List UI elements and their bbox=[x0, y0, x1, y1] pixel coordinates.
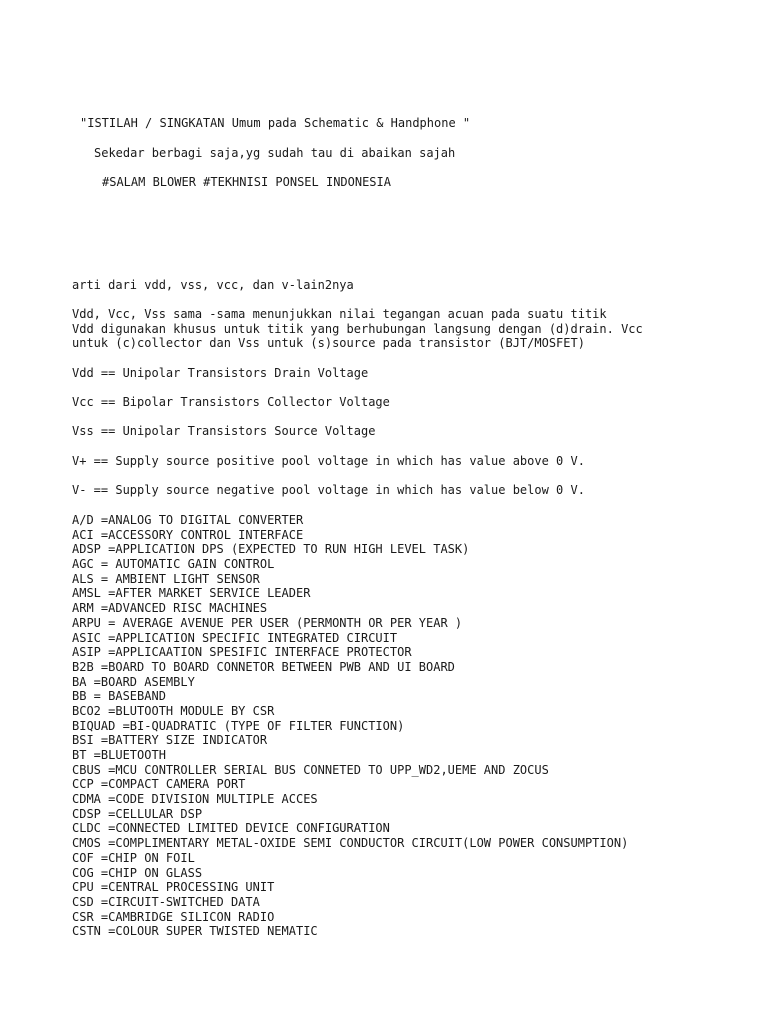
definition-vdd: Vdd == Unipolar Transistors Drain Voltage bbox=[72, 366, 369, 380]
list-item: AGC = AUTOMATIC GAIN CONTROL bbox=[72, 557, 275, 572]
definition-v-plus: V+ == Supply source positive pool voltage in which has value above 0 V. bbox=[72, 454, 585, 468]
paragraph-line: Vdd, Vcc, Vss sama -sama menunjukkan nilai tegangan acuan pada suatu titik bbox=[72, 307, 607, 321]
list-item: ASIC =APPLICATION SPECIFIC INTEGRATED CIRCUIT bbox=[72, 630, 398, 645]
list-item: COF =CHIP ON FOIL bbox=[72, 850, 195, 865]
document-title: "ISTILAH / SINGKATAN Umum pada Schematic & Handphone " bbox=[80, 116, 471, 130]
paragraph-line: Vdd digunakan khusus untuk titik yang berhubungan langsung dengan (d)drain. Vcc bbox=[72, 321, 643, 336]
list-item: CSR =CAMBRIDGE SILICON RADIO bbox=[72, 909, 275, 924]
definition-vss: Vss == Unipolar Transistors Source Voltage bbox=[72, 424, 376, 438]
abbreviation-list bbox=[72, 513, 628, 939]
definition-v-minus: V- == Supply source negative pool voltage in which has value below 0 V. bbox=[72, 483, 585, 497]
list-item: CDMA =CODE DIVISION MULTIPLE ACCES bbox=[72, 792, 318, 807]
list-item: CPU =CENTRAL PROCESSING UNIT bbox=[72, 880, 275, 895]
list-item: ASIP =APPLICAATION SPESIFIC INTERFACE PROTECTOR bbox=[72, 645, 412, 660]
list-item: ACI =ACCESSORY CONTROL INTERFACE bbox=[72, 527, 304, 542]
list-item: BA =BOARD ASEMBLY bbox=[72, 674, 195, 689]
list-item: ARM =ADVANCED RISC MACHINES bbox=[72, 601, 268, 616]
list-item: A/D =ANALOG TO DIGITAL CONVERTER bbox=[72, 513, 304, 527]
document-subtitle: Sekedar berbagi saja,yg sudah tau di abaikan sajah bbox=[94, 146, 456, 160]
list-item: B2B =BOARD TO BOARD CONNETOR BETWEEN PWB AND UI BOARD bbox=[72, 659, 455, 674]
list-item: COG =CHIP ON GLASS bbox=[72, 865, 203, 880]
list-item: CCP =COMPACT CAMERA PORT bbox=[72, 777, 246, 792]
list-item: BIQUAD =BI-QUADRATIC (TYPE OF FILTER FUNCTION) bbox=[72, 718, 405, 733]
list-item: CBUS =MCU CONTROLLER SERIAL BUS CONNETED TO UPP_WD2,UEME AND ZOCUS bbox=[72, 762, 549, 777]
list-item: ADSP =APPLICATION DPS (EXPECTED TO RUN HIGH LEVEL TASK) bbox=[72, 542, 470, 557]
list-item: BSI =BATTERY SIZE INDICATOR bbox=[72, 733, 268, 748]
document-tagline: #SALAM BLOWER #TEKHNISI PONSEL INDONESIA bbox=[102, 175, 391, 189]
list-item: BT =BLUETOOTH bbox=[72, 748, 166, 762]
list-item: CSTN =COLOUR SUPER TWISTED NEMATIC bbox=[72, 924, 318, 939]
list-item: BB = BASEBAND bbox=[72, 689, 166, 704]
list-item: CLDC =CONNECTED LIMITED DEVICE CONFIGURATION bbox=[72, 821, 390, 836]
list-item: AMSL =AFTER MARKET SERVICE LEADER bbox=[72, 586, 311, 601]
definition-vcc: Vcc == Bipolar Transistors Collector Voltage bbox=[72, 395, 390, 409]
section-heading: arti dari vdd, vss, vcc, dan v-lain2nya bbox=[72, 278, 354, 292]
list-item: CDSP =CELLULAR DSP bbox=[72, 806, 203, 821]
list-item: CMOS =COMPLIMENTARY METAL-OXIDE SEMI CONDUCTOR CIRCUIT(LOW POWER CONSUMPTION) bbox=[72, 836, 629, 851]
list-item: BCO2 =BLUTOOTH MODULE BY CSR bbox=[72, 703, 275, 718]
list-item: ALS = AMBIENT LIGHT SENSOR bbox=[72, 571, 260, 586]
paragraph-line: untuk (c)collector dan Vss untuk (s)source pada transistor (BJT/MOSFET) bbox=[72, 336, 585, 350]
list-item: ARPU = AVERAGE AVENUE PER USER (PERMONTH OR PER YEAR ) bbox=[72, 615, 463, 630]
list-item: CSD =CIRCUIT-SWITCHED DATA bbox=[72, 894, 260, 909]
